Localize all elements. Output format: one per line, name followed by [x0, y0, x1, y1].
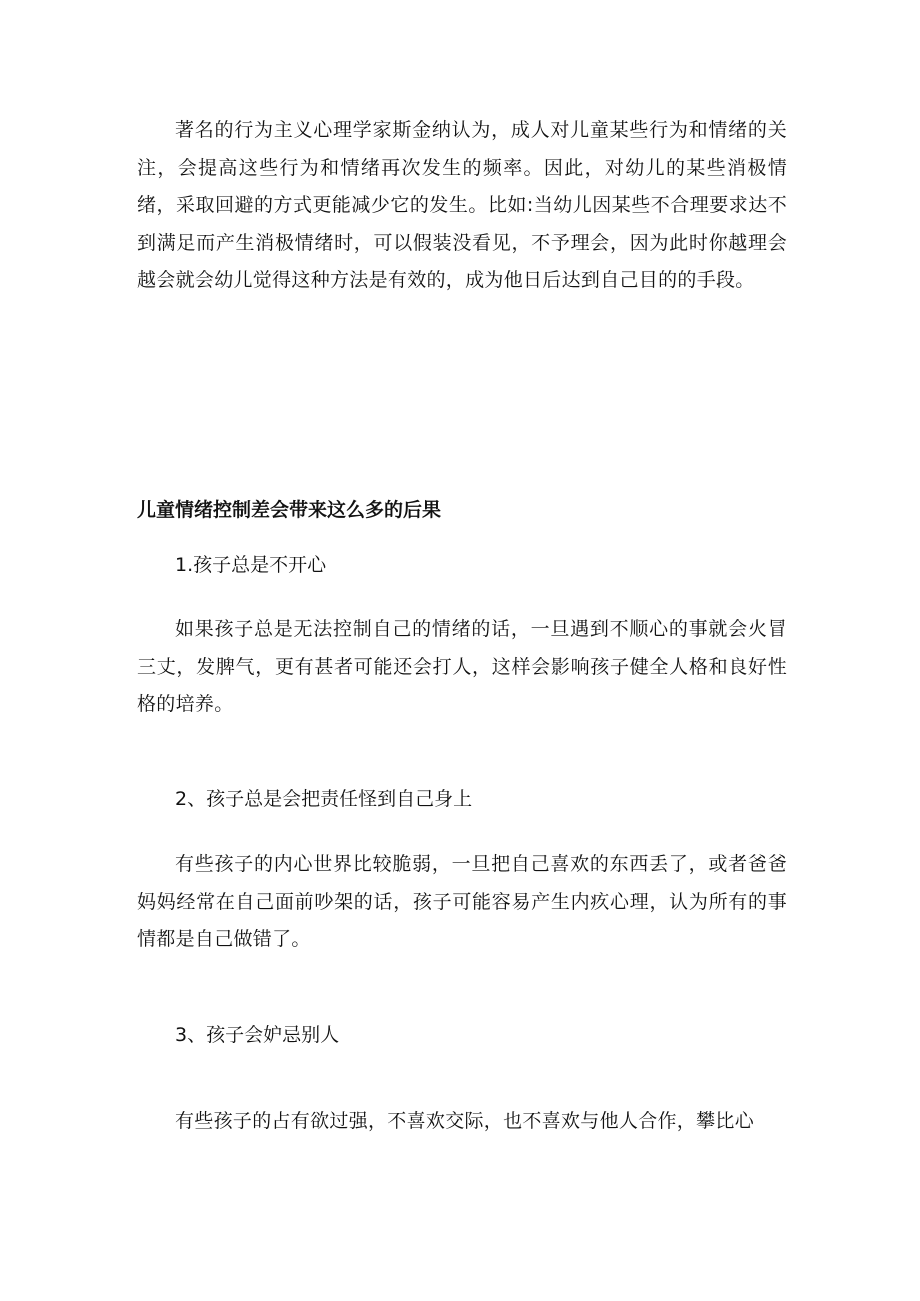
item-body-1: 如果孩子总是无法控制自己的情绪的话，一旦遇到不顺心的事就会火冒三丈，发脾气，更有甚者可能还会打人，这样会影响孩子健全人格和良好性格的培养。 [137, 618, 787, 715]
item-body-2: 有些孩子的内心世界比较脆弱，一旦把自己喜欢的东西丢了，或者爸爸妈妈经常在自己面前吵架的话，孩子可能容易产生内疚心理，认为所有的事情都是自己做错了。 [137, 853, 787, 950]
item-body-3: 有些孩子的占有欲过强，不喜欢交际，也不喜欢与他人合作，攀比心 [175, 1110, 755, 1132]
item-title-1: 1.孩子总是不开心 [175, 554, 327, 576]
item-title-3: 3、孩子会妒忌别人 [175, 1024, 340, 1046]
section-heading: 儿童情绪控制差会带来这么多的后果 [137, 499, 442, 521]
intro-paragraph: 著名的行为主义心理学家斯金纳认为，成人对儿童某些行为和情绪的关注，会提高这些行为和情绪再次发生的频率。因此，对幼儿的某些消极情绪，采取回避的方式更能减少它的发生。比如:当幼儿因某些不合理要求达不到满足而产生消极情绪时，可以假装没看见，不予理会，因为此时你越理会越会就会幼儿觉得这种方法是有效的，成为他日后达到自己目的的手段。 [137, 119, 787, 291]
item-title-2: 2、孩子总是会把责任怪到自己身上 [175, 788, 473, 810]
